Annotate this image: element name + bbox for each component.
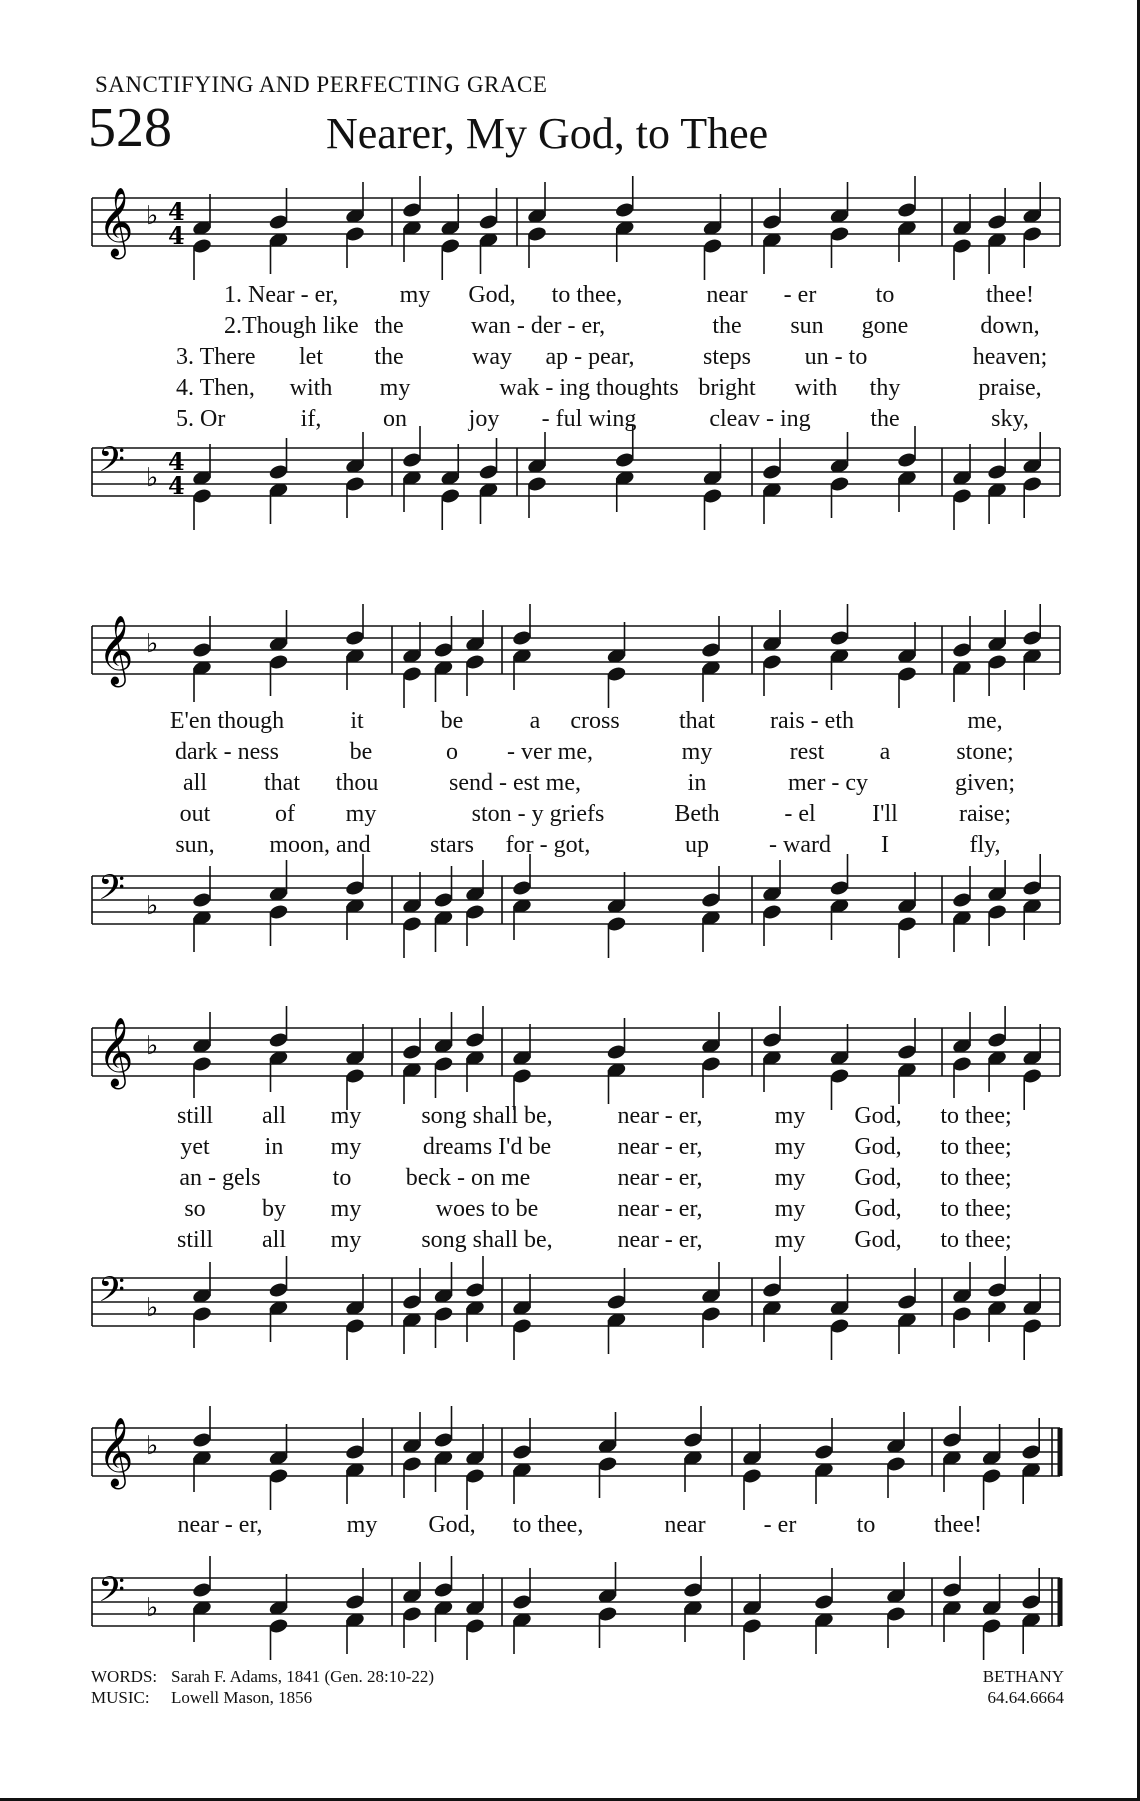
bass-staff-4 [92, 1560, 1060, 1640]
lyric-syllable: - er [783, 282, 817, 308]
lyric-syllable: my [774, 1227, 806, 1253]
lyric-syllable: way [472, 344, 512, 370]
lyric-syllable: my [330, 1196, 362, 1222]
lyric-syllable: my [330, 1103, 362, 1129]
lyric-syllable: Beth [674, 801, 720, 827]
lyric-syllable: all [262, 1227, 286, 1253]
flat-icon: ♭ [146, 629, 159, 659]
flat-icon: ♭ [146, 201, 159, 231]
lyric-syllable: of [275, 801, 295, 827]
lyric-syllable: praise, [978, 375, 1042, 401]
lyric-syllable: sun, [175, 832, 215, 858]
lyric-line [0, 708, 1140, 739]
lyric-syllable: 1. Near - er, [224, 282, 339, 308]
lyric-syllable: all [183, 770, 207, 796]
lyric-syllable: woes to be [435, 1196, 539, 1222]
bass-clef-icon: 𝄢 [98, 439, 126, 488]
music-credit: Lowell Mason, 1856 [171, 1688, 313, 1707]
lyric-syllable: beck - on me [405, 1165, 531, 1191]
lyric-syllable: so [184, 1196, 206, 1222]
lyric-syllable: the [374, 313, 404, 339]
flat-icon: ♭ [146, 1431, 159, 1461]
flat-icon: ♭ [146, 891, 159, 921]
lyric-syllable: I [881, 832, 889, 858]
music-label: MUSIC: [91, 1688, 150, 1707]
lyric-syllable: me, [967, 708, 1003, 734]
lyric-syllable: 2.Though like [224, 313, 359, 339]
time-signature: 4 [168, 221, 185, 250]
lyric-line [0, 801, 1140, 832]
lyric-syllable: the [870, 406, 900, 432]
lyric-syllable: 5. Or [176, 406, 226, 432]
lyric-line [0, 1196, 1140, 1227]
lyric-syllable: E'en though [169, 708, 285, 734]
words-credit: Sarah F. Adams, 1841 (Gen. 28:10-22) [171, 1667, 435, 1686]
lyric-syllable: ap - pear, [545, 344, 635, 370]
lyrics-system-1 [0, 282, 1140, 437]
lyric-syllable: I'll [872, 801, 898, 827]
lyric-syllable: God, [428, 1512, 476, 1538]
lyric-syllable: ston - y griefs [471, 801, 605, 827]
lyric-syllable: thou [335, 770, 379, 796]
lyric-syllable: let [299, 344, 323, 370]
lyric-syllable: rest [789, 739, 825, 765]
bass-clef-icon: 𝄢 [98, 867, 126, 916]
bass-clef-icon: 𝄢 [98, 1269, 126, 1318]
lyric-syllable: a [529, 708, 541, 734]
lyric-syllable: an - gels [179, 1165, 261, 1191]
lyric-line [0, 739, 1140, 770]
lyric-line [0, 313, 1140, 344]
lyric-syllable: it [350, 708, 364, 734]
lyric-syllable: - er [763, 1512, 797, 1538]
lyric-line [0, 770, 1140, 801]
lyric-syllable: to [856, 1512, 876, 1538]
time-signature: 4 [168, 447, 185, 476]
flat-icon: ♭ [146, 463, 159, 493]
lyric-syllable: yet [180, 1134, 210, 1160]
lyric-syllable: stars [430, 832, 474, 858]
lyric-syllable: 3. There [176, 344, 256, 370]
lyric-syllable: to thee; [940, 1103, 1012, 1129]
hymn-number: 528 [88, 97, 172, 159]
lyric-syllable: send - est me, [449, 770, 581, 796]
lyric-syllable: near - er, [617, 1165, 703, 1191]
lyric-syllable: thee! [934, 1512, 982, 1538]
meter: 64.64.6664 [987, 1688, 1064, 1707]
lyric-syllable: stone; [956, 739, 1014, 765]
lyric-line [0, 375, 1140, 406]
treble-clef-icon: 𝄞 [98, 1417, 134, 1487]
lyric-syllable: dark - ness [175, 739, 279, 765]
lyric-syllable: in [264, 1134, 284, 1160]
lyric-syllable: to thee; [940, 1227, 1012, 1253]
lyric-syllable: near - er, [177, 1512, 263, 1538]
lyric-syllable: with [289, 375, 333, 401]
lyric-line [0, 1512, 1140, 1543]
lyric-syllable: thy [869, 375, 901, 401]
lyric-line [0, 1165, 1140, 1196]
lyric-syllable: my [774, 1165, 806, 1191]
lyric-syllable: that [679, 708, 715, 734]
lyric-syllable: bright [698, 375, 756, 401]
lyric-syllable: joy [468, 406, 500, 432]
lyric-syllable: thee! [986, 282, 1034, 308]
lyric-syllable: song shall be, [421, 1227, 553, 1253]
lyric-syllable: that [264, 770, 300, 796]
lyric-syllable: God, [468, 282, 516, 308]
lyric-syllable: - el [784, 801, 816, 827]
lyric-syllable: if, [300, 406, 322, 432]
lyric-line [0, 1227, 1140, 1258]
lyric-syllable: to thee; [940, 1134, 1012, 1160]
lyric-syllable: God, [854, 1196, 902, 1222]
lyric-syllable: God, [854, 1103, 902, 1129]
lyric-syllable: o [446, 739, 458, 765]
lyric-syllable: near - er, [617, 1134, 703, 1160]
lyric-syllable: wak - ing thoughts [499, 375, 679, 401]
treble-clef-icon: 𝄞 [98, 187, 134, 257]
lyric-syllable: my [774, 1103, 806, 1129]
lyric-syllable: my [330, 1134, 362, 1160]
flat-icon: ♭ [146, 1293, 159, 1323]
flat-icon: ♭ [146, 1031, 159, 1061]
lyric-syllable: - ver me, [507, 739, 593, 765]
lyric-syllable: raise; [959, 801, 1011, 827]
lyric-syllable: moon, and [269, 832, 371, 858]
lyric-syllable: given; [955, 770, 1015, 796]
time-signature: 4 [168, 197, 185, 226]
lyric-syllable: down, [980, 313, 1040, 339]
lyric-syllable: my [774, 1134, 806, 1160]
lyric-syllable: near - er, [617, 1227, 703, 1253]
bass-staff-1 [92, 430, 1060, 510]
lyric-syllable: my [774, 1196, 806, 1222]
tune-info [983, 1666, 1064, 1708]
lyric-syllable: the [374, 344, 404, 370]
lyric-syllable: be [349, 739, 373, 765]
lyric-line [0, 344, 1140, 375]
lyric-syllable: up [685, 832, 709, 858]
flat-icon: ♭ [146, 1593, 159, 1623]
lyric-line [0, 1134, 1140, 1165]
lyric-syllable: to [875, 282, 895, 308]
lyric-syllable: God, [854, 1165, 902, 1191]
lyric-line [0, 282, 1140, 313]
lyric-syllable: to [332, 1165, 352, 1191]
section-heading: SANCTIFYING AND PERFECTING GRACE [95, 72, 548, 97]
lyric-syllable: God, [854, 1227, 902, 1253]
lyric-syllable: near [664, 1512, 706, 1538]
lyric-syllable: sun [790, 313, 824, 339]
lyric-syllable: gone [861, 313, 909, 339]
lyric-syllable: in [687, 770, 707, 796]
lyric-syllable: song shall be, [421, 1103, 553, 1129]
lyric-syllable: steps [703, 344, 751, 370]
lyric-syllable: un - to [804, 344, 868, 370]
lyric-syllable: my [346, 1512, 378, 1538]
lyric-syllable: wan - der - er, [470, 313, 606, 339]
lyric-syllable: sky, [991, 406, 1029, 432]
lyric-syllable: to thee, [551, 282, 623, 308]
credits [91, 1666, 434, 1708]
hymn-title: Nearer, My God, to Thee [326, 109, 769, 158]
bass-staff-3 [92, 1260, 1060, 1340]
lyric-syllable: out [179, 801, 211, 827]
treble-staff-3 [92, 1010, 1060, 1090]
lyric-syllable: for - got, [505, 832, 591, 858]
treble-staff-2 [92, 608, 1060, 688]
lyric-syllable: - ward [769, 832, 831, 858]
lyric-syllable: the [712, 313, 742, 339]
lyric-syllable: near - er, [617, 1196, 703, 1222]
treble-clef-icon: 𝄞 [98, 615, 134, 685]
lyric-syllable: near - er, [617, 1103, 703, 1129]
lyric-syllable: - ful wing [541, 406, 637, 432]
lyric-syllable: by [262, 1196, 286, 1222]
lyric-syllable: my [330, 1227, 362, 1253]
treble-clef-icon: 𝄞 [98, 1017, 134, 1087]
lyric-syllable: mer - cy [788, 770, 868, 796]
lyric-syllable: dreams I'd be [422, 1134, 552, 1160]
treble-staff-1 [92, 180, 1060, 260]
treble-staff-4 [92, 1410, 1060, 1490]
lyric-syllable: my [681, 739, 713, 765]
bass-clef-icon: 𝄢 [98, 1569, 126, 1618]
time-signature: 4 [168, 471, 185, 500]
lyric-syllable: to thee, [512, 1512, 584, 1538]
lyric-syllable: to thee; [940, 1165, 1012, 1191]
tune-name: BETHANY [982, 1667, 1064, 1686]
lyric-syllable: to thee; [940, 1196, 1012, 1222]
lyric-syllable: my [345, 801, 377, 827]
lyric-syllable: cross [570, 708, 620, 734]
lyric-syllable: 4. Then, [176, 375, 255, 401]
lyric-syllable: be [440, 708, 464, 734]
lyrics-system-4 [0, 1512, 1140, 1543]
lyric-syllable: fly, [969, 832, 1001, 858]
lyric-syllable: all [262, 1103, 286, 1129]
lyric-syllable: rais - eth [770, 708, 854, 734]
lyric-syllable: still [176, 1227, 214, 1253]
lyric-syllable: heaven; [972, 344, 1048, 370]
lyric-line [0, 1103, 1140, 1134]
lyric-syllable: a [879, 739, 891, 765]
words-label: WORDS: [91, 1667, 158, 1686]
lyrics-system-2 [0, 708, 1140, 863]
lyric-syllable: my [379, 375, 411, 401]
lyric-syllable: on [383, 406, 407, 432]
lyric-syllable: my [399, 282, 431, 308]
lyric-syllable: near [706, 282, 748, 308]
lyric-syllable: God, [854, 1134, 902, 1160]
lyric-syllable: cleav - ing [709, 406, 811, 432]
lyric-syllable: with [794, 375, 838, 401]
lyric-syllable: still [176, 1103, 214, 1129]
bass-staff-2 [92, 858, 1060, 938]
lyrics-system-3 [0, 1103, 1140, 1258]
